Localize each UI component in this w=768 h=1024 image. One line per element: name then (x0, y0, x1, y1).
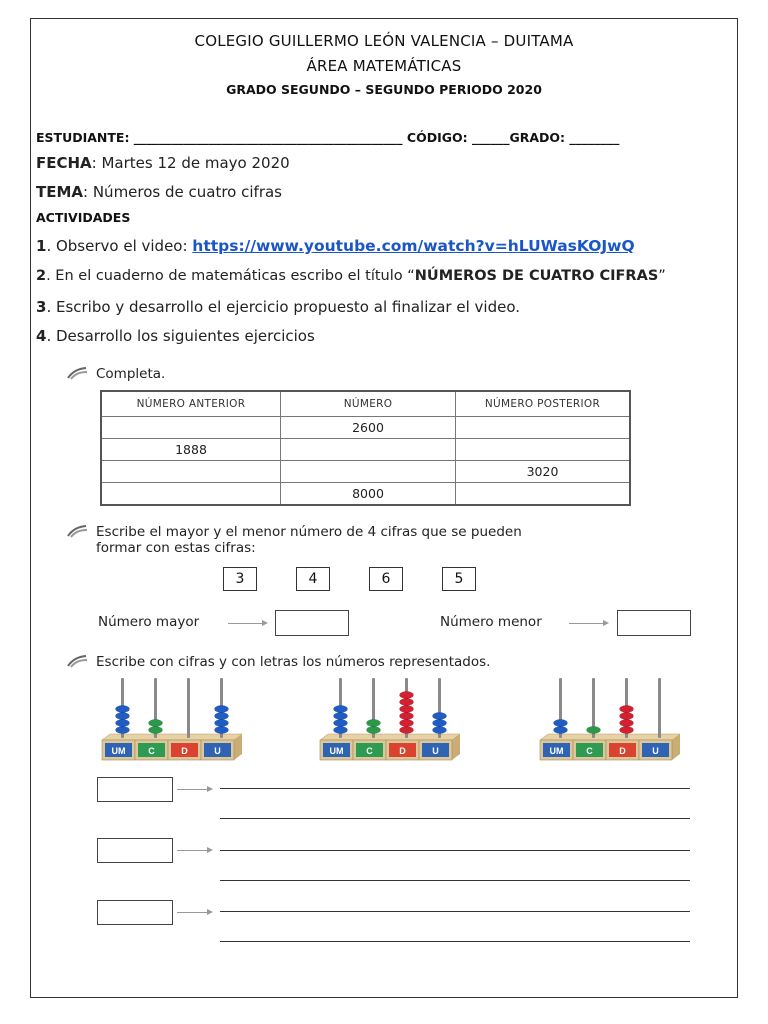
answer-writing-line[interactable] (220, 911, 690, 912)
video-link[interactable]: https://www.youtube.com/watch?v=hLUWasKOJwQ (192, 237, 635, 255)
activity-text: . Observo el video: (46, 237, 193, 255)
answer-writing-line[interactable] (220, 880, 690, 881)
exercise-2-line-2: formar con estas cifras: (96, 540, 256, 556)
abacus (98, 676, 256, 766)
place-label: U (432, 746, 439, 756)
abacus-bead (116, 712, 130, 719)
column-header: NÚMERO (281, 391, 456, 417)
abacus-bead (367, 726, 381, 733)
activity-text: . Escribo y desarrollo el ejercicio propuesto al finalizar el video. (46, 298, 520, 316)
column-header: NÚMERO POSTERIOR (456, 391, 631, 417)
abacus-bead (334, 705, 348, 712)
abacus-rod (187, 678, 190, 738)
table-cell[interactable] (456, 439, 631, 461)
table-row (101, 417, 630, 439)
activity-number: 1 (36, 237, 47, 255)
abacus-bead (587, 726, 601, 733)
table-cell: 2600 (281, 417, 456, 439)
greatest-number-answer-box[interactable] (275, 610, 349, 636)
answer-writing-line[interactable] (220, 818, 690, 819)
abacus-bead (400, 691, 414, 698)
arrow-right-icon (177, 789, 211, 790)
abacus-bead (149, 726, 163, 733)
abacus-bead (334, 712, 348, 719)
pencil-marks-icon (66, 366, 90, 380)
table-cell[interactable] (281, 439, 456, 461)
abacus-bead (116, 705, 130, 712)
school-title: COLEGIO GUILLERMO LEÓN VALENCIA – DUITAMA (194, 32, 574, 50)
student-info-line[interactable]: ESTUDIANTE: ___________________________________________ CÓDIGO: ______GRADO: ________ (36, 130, 620, 145)
digit-card: 6 (369, 567, 403, 591)
arrow-right-icon (177, 912, 211, 913)
area-title: ÁREA MATEMÁTICAS (306, 57, 462, 75)
abacus (536, 676, 694, 766)
closing-quote: ” (658, 268, 666, 284)
arrow-right-icon (569, 623, 607, 624)
date-value: : Martes 12 de mayo 2020 (91, 154, 290, 172)
topic-value: : Números de cuatro cifras (83, 183, 282, 201)
arrow-right-icon (177, 850, 211, 851)
answer-writing-line[interactable] (220, 941, 690, 942)
place-label: D (399, 746, 406, 756)
activity-text: . En el cuaderno de matemáticas escribo el título “ (46, 268, 415, 284)
abacus-bead (215, 726, 229, 733)
abacus-bead (116, 719, 130, 726)
abacus-bead (433, 719, 447, 726)
topic-line (36, 183, 282, 201)
smallest-number-answer-box[interactable] (617, 610, 691, 636)
place-label: D (619, 746, 626, 756)
date-label: FECHA (36, 154, 92, 172)
abacus-bead (433, 726, 447, 733)
date-line (36, 154, 290, 172)
table-cell[interactable] (281, 461, 456, 483)
table-cell[interactable] (101, 483, 281, 506)
exercise-2-title (66, 524, 522, 556)
column-header: NÚMERO ANTERIOR (101, 391, 281, 417)
table-cell[interactable] (456, 483, 631, 506)
table-header-row (101, 391, 630, 417)
abacus-bead (215, 712, 229, 719)
place-label: C (586, 746, 593, 756)
activities-heading: ACTIVIDADES (36, 210, 131, 225)
number-in-digits-box[interactable] (97, 777, 173, 802)
abacus-bead (215, 705, 229, 712)
exercise-1-title (66, 366, 165, 382)
abacus-bead (620, 705, 634, 712)
abacus-bead (215, 719, 229, 726)
place-label: C (366, 746, 373, 756)
abacus-bead (554, 726, 568, 733)
abacus (316, 676, 474, 766)
abacus-bead (334, 726, 348, 733)
abacus-bead (149, 719, 163, 726)
table-cell[interactable] (101, 417, 281, 439)
place-label: UM (549, 746, 564, 756)
topic-label: TEMA (36, 183, 84, 201)
pencil-marks-icon (66, 654, 90, 668)
abacus-bead (400, 698, 414, 705)
table-row (101, 439, 630, 461)
abacus-bead (116, 726, 130, 733)
abacus-bead (433, 712, 447, 719)
abacus-bead (400, 726, 414, 733)
number-in-digits-box[interactable] (97, 900, 173, 925)
place-label: UM (329, 746, 344, 756)
activity-3 (36, 298, 520, 316)
table-row (101, 483, 630, 506)
arrow-right-icon (228, 623, 266, 624)
answer-writing-line[interactable] (220, 788, 690, 789)
abacus-bead (334, 719, 348, 726)
activity-2 (36, 268, 666, 284)
table-cell: 3020 (456, 461, 631, 483)
exercise-3-title (66, 654, 490, 670)
table-cell: 8000 (281, 483, 456, 506)
exercise-1-label: Completa. (96, 366, 166, 382)
place-label: U (652, 746, 659, 756)
abacus-bead (620, 719, 634, 726)
table-cell[interactable] (101, 461, 281, 483)
activity-text: . Desarrollo los siguientes ejercicios (46, 327, 315, 345)
activity-number: 3 (36, 298, 47, 316)
notebook-title: NÚMEROS DE CUATRO CIFRAS (414, 268, 659, 284)
abacus-bead (554, 719, 568, 726)
place-label: D (181, 746, 188, 756)
abacus-bead (400, 705, 414, 712)
digit-card: 5 (442, 567, 476, 591)
abacus-bead (620, 726, 634, 733)
greatest-number-label: Número mayor (98, 614, 200, 630)
answer-writing-line[interactable] (220, 850, 690, 851)
place-label: C (148, 746, 155, 756)
abacus-bead (400, 712, 414, 719)
abacus-bead (620, 712, 634, 719)
number-in-digits-box[interactable] (97, 838, 173, 863)
pencil-marks-icon (66, 524, 90, 538)
place-label: UM (111, 746, 126, 756)
digit-card: 3 (223, 567, 257, 591)
exercise-2-line-1: Escribe el mayor y el menor número de 4 cifras que se pueden (96, 524, 522, 540)
table-cell: 1888 (101, 439, 281, 461)
activity-number: 2 (36, 268, 47, 284)
grade-period-title: GRADO SEGUNDO – SEGUNDO PERIODO 2020 (226, 82, 542, 97)
table-row (101, 461, 630, 483)
predecessor-successor-table (100, 390, 631, 506)
abacus-bead (400, 719, 414, 726)
smallest-number-label: Número menor (440, 614, 542, 630)
exercise-3-label: Escribe con cifras y con letras los números representados. (96, 654, 491, 670)
digit-card: 4 (296, 567, 330, 591)
place-label: U (214, 746, 221, 756)
activity-4 (36, 327, 315, 345)
table-cell[interactable] (456, 417, 631, 439)
abacus-bead (367, 719, 381, 726)
activity-number: 4 (36, 327, 47, 345)
activity-1 (36, 237, 635, 255)
abacus-rod (658, 678, 661, 738)
